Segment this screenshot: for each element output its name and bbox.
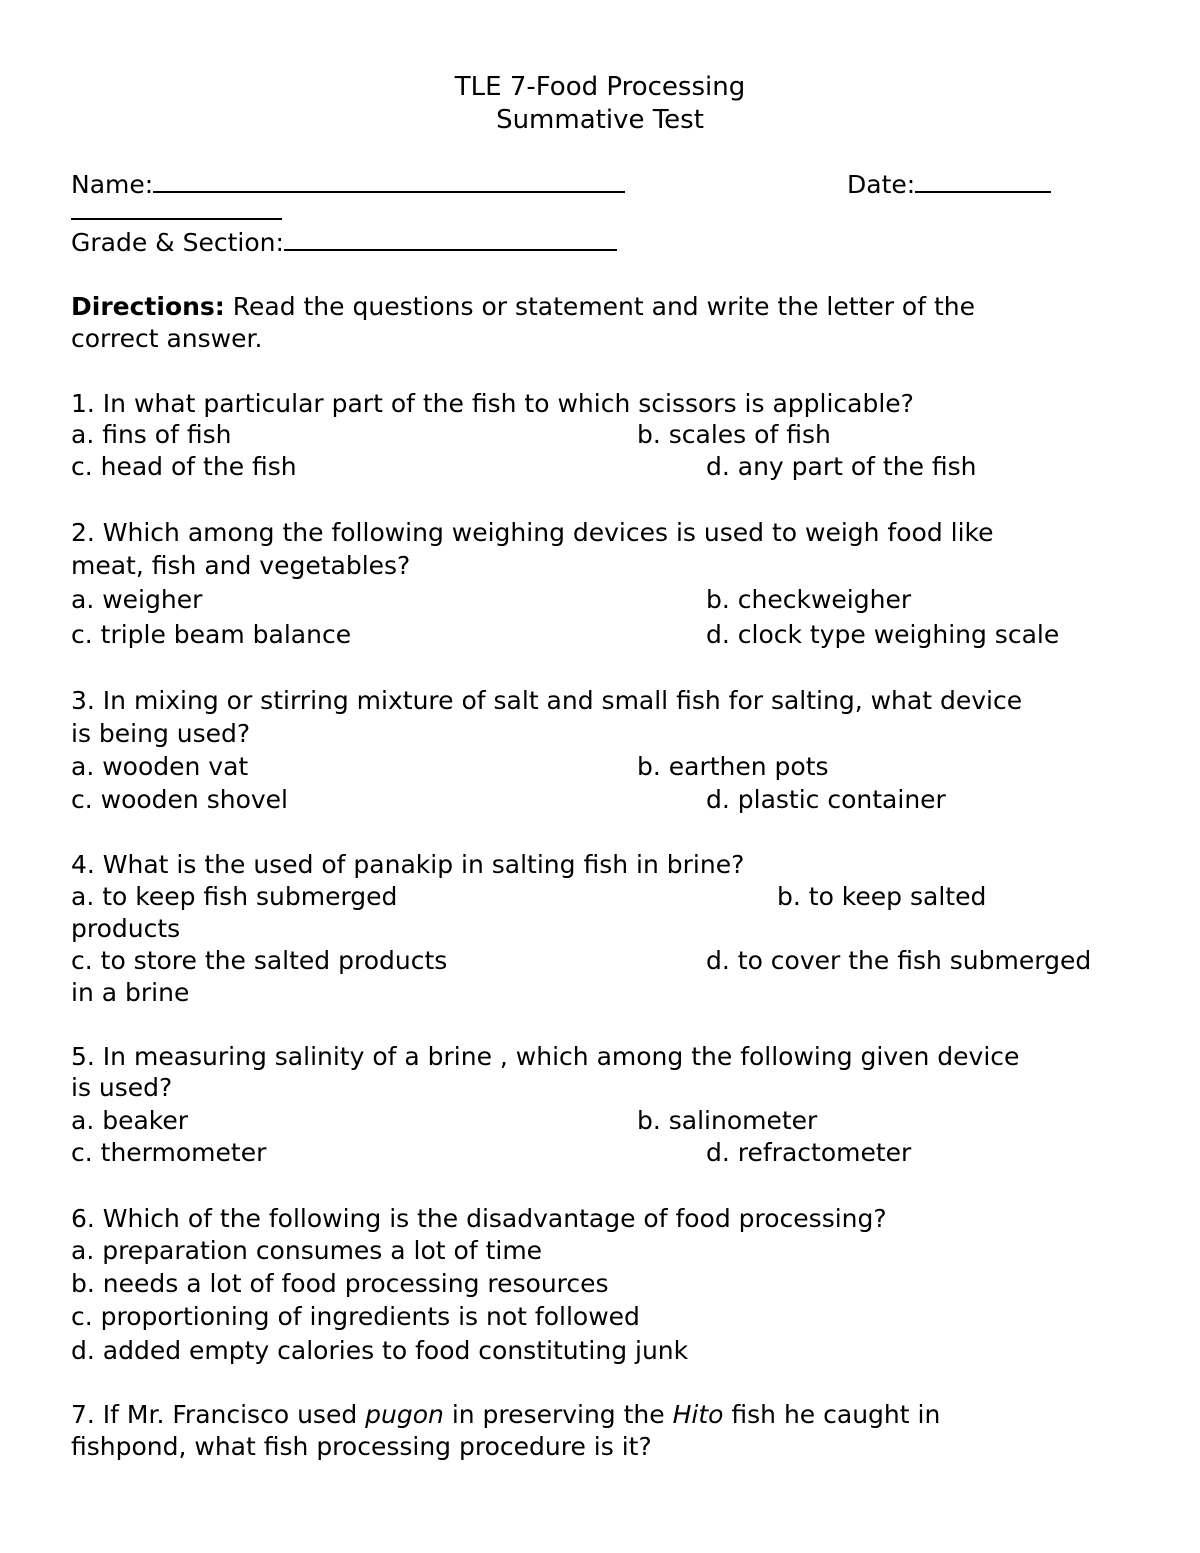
question-4-choice-d-continued: in a brine [71,978,190,1007]
question-3-choice-a: a. wooden vat [71,752,249,781]
name-blank-line[interactable] [153,191,625,193]
question-7-stem [71,1402,940,1427]
question-4-stem: 4. What is the used of panakip in salting fish in brine? [71,850,745,879]
test-title: TLE 7-Food Processing [454,72,746,102]
question-6-choice-c: c. proportioning of ingredients is not followed [71,1302,640,1331]
question-7-stem-continued: fishpond, what fish processing procedure is it? [71,1432,652,1461]
question-1-choice-c: c. head of the fish [71,452,297,481]
date-blank-line-continued[interactable] [71,218,282,220]
question-6-choice-a: a. preparation consumes a lot of time [71,1236,543,1265]
question-4-choice-d: d. to cover the fish submerged [706,946,1092,975]
directions-text-continued: correct answer. [71,324,263,353]
date-blank-line[interactable] [915,191,1051,193]
question-4-choice-b: b. to keep salted [777,882,987,911]
question-3-stem: 3. In mixing or stirring mixture of salt and small fish for salting, what device [71,686,1023,715]
question-7-term-hito: Hito [672,1400,724,1429]
question-5-stem: 5. In measuring salinity of a brine , which among the following given device [71,1042,1020,1071]
directions-label: Directions: [71,292,225,321]
question-1-choice-d: d. any part of the fish [706,452,977,481]
directions-text: Read the questions or statement and write the letter of the [224,292,976,321]
question-1-choice-a: a. fins of fish [71,420,232,449]
question-7-stem-part: in preserving the [443,1400,673,1429]
question-1-choice-b: b. scales of fish [637,420,831,449]
question-6-choice-b: b. needs a lot of food processing resources [71,1269,609,1298]
grade-section-label: Grade & Section: [71,228,284,257]
question-2-choice-b: b. checkweigher [706,585,912,614]
test-subtitle: Summative Test [496,105,704,135]
question-4-choice-a: a. to keep fish submerged [71,882,398,911]
question-4-choice-b-continued: products [71,914,181,943]
question-2-stem-continued: meat, fish and vegetables? [71,551,411,580]
grade-section-blank-line[interactable] [284,249,617,251]
question-5-stem-continued: is used? [71,1073,173,1102]
question-3-choice-c: c. wooden shovel [71,785,289,814]
grade-section-field [71,230,617,255]
date-label: Date: [847,170,916,199]
question-5-choice-c: c. thermometer [71,1138,267,1167]
question-2-choice-d: d. clock type weighing scale [706,620,1060,649]
question-5-choice-b: b. salinometer [637,1106,818,1135]
question-2-choice-a: a. weigher [71,585,203,614]
question-4-choice-c: c. to store the salted products [71,946,448,975]
question-3-choice-d: d. plastic container [706,785,946,814]
name-field [71,172,625,197]
question-3-stem-continued: is being used? [71,719,251,748]
question-7-stem-part: 7. If Mr. Francisco used [71,1400,366,1429]
question-2-stem: 2. Which among the following weighing devices is used to weigh food like [71,518,994,547]
question-5-choice-a: a. beaker [71,1106,189,1135]
question-7-term-pugon: pugon [365,1400,444,1429]
question-3-choice-b: b. earthen pots [637,752,829,781]
name-label: Name: [71,170,154,199]
question-1-stem: 1. In what particular part of the fish to which scissors is applicable? [71,389,914,418]
question-7-stem-part: fish he caught in [723,1400,941,1429]
question-6-stem: 6. Which of the following is the disadvantage of food processing? [71,1204,887,1233]
question-2-choice-c: c. triple beam balance [71,620,352,649]
question-6-choice-d: d. added empty calories to food constituting junk [71,1336,689,1365]
date-field [847,172,1051,197]
directions [71,294,975,319]
question-5-choice-d: d. refractometer [706,1138,912,1167]
